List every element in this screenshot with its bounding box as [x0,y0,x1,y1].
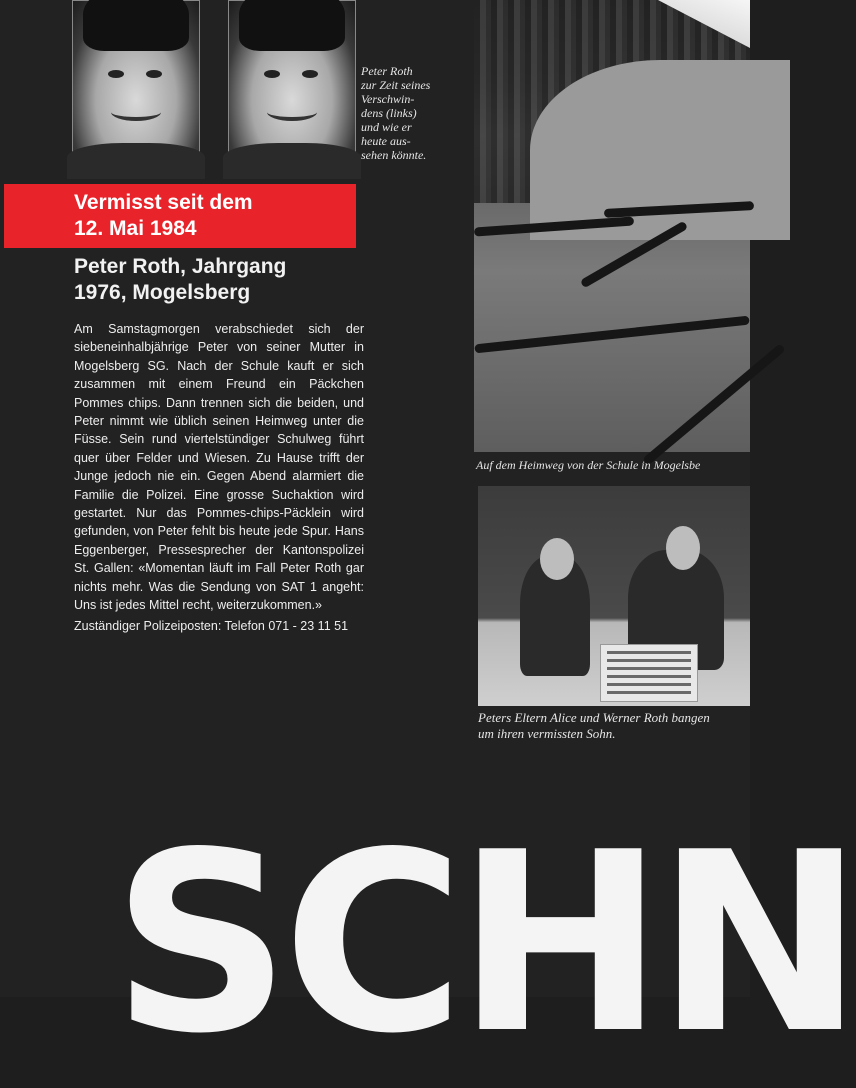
article-headline: Peter Roth, Jahrgang 1976, Mogelsberg [74,255,287,304]
article-body [74,320,364,635]
portrait-caption: Peter Roth zur Zeit seines Verschwin- dens (links) und wie er heute aus- sehen könnte. [361,64,431,162]
police-contact: Zuständiger Polizeiposten: Telefon 071 - 23 11 51 [74,618,349,633]
parents-caption: Peters Eltern Alice und Werner Roth bangen um ihren vermissten Sohn. [478,710,710,741]
banner-line-1: Vermisst seit dem [74,191,253,214]
banner-line-2: 12. Mai 1984 [74,217,197,240]
body-paragraph: Am Samstagmorgen verabschiedet sich der siebeneinhalbjährige Peter von seiner Mutter in Mogelsberg SG. Nach der Schule kauft er sich zusammen mit einem Freund ein Päckchen Pommes chips. Dann trennen sich die beiden, und Peter nimmt wie üblich seinen Heimweg unter die Füsse. Sein rund viertelstündiger Schulweg führt quer über Felder und Wiesen. Zu Hause trifft der Junge jedoch nie ein. Gegen Abend alarmiert die Familie die Polizei. Eine grosse Suchaktion wird gestartet. Nur das Pommes-chips-Päcklein wird gefunden, von Peter fehlt bis heute jede Spur. Hans Eggenberger, Pressesprecher der Kantonspolizei St. Gallen: «Momentan läuft im Fall Peter Roth gar nichts mehr. Was die Sendung von SAT 1 angeht: Uns ist jedes Mittel recht, weiterzukommen.» [74,322,364,613]
photo-peter-1984 [72,0,200,167]
landscape-caption: Auf dem Heimweg von der Schule in Mogelsbe [476,458,701,472]
photo-way-home [474,0,750,452]
big-title: SCHN [112,800,856,1088]
missing-since-banner [4,184,356,248]
photo-parents [478,486,750,706]
photo-peter-aged [228,0,356,167]
